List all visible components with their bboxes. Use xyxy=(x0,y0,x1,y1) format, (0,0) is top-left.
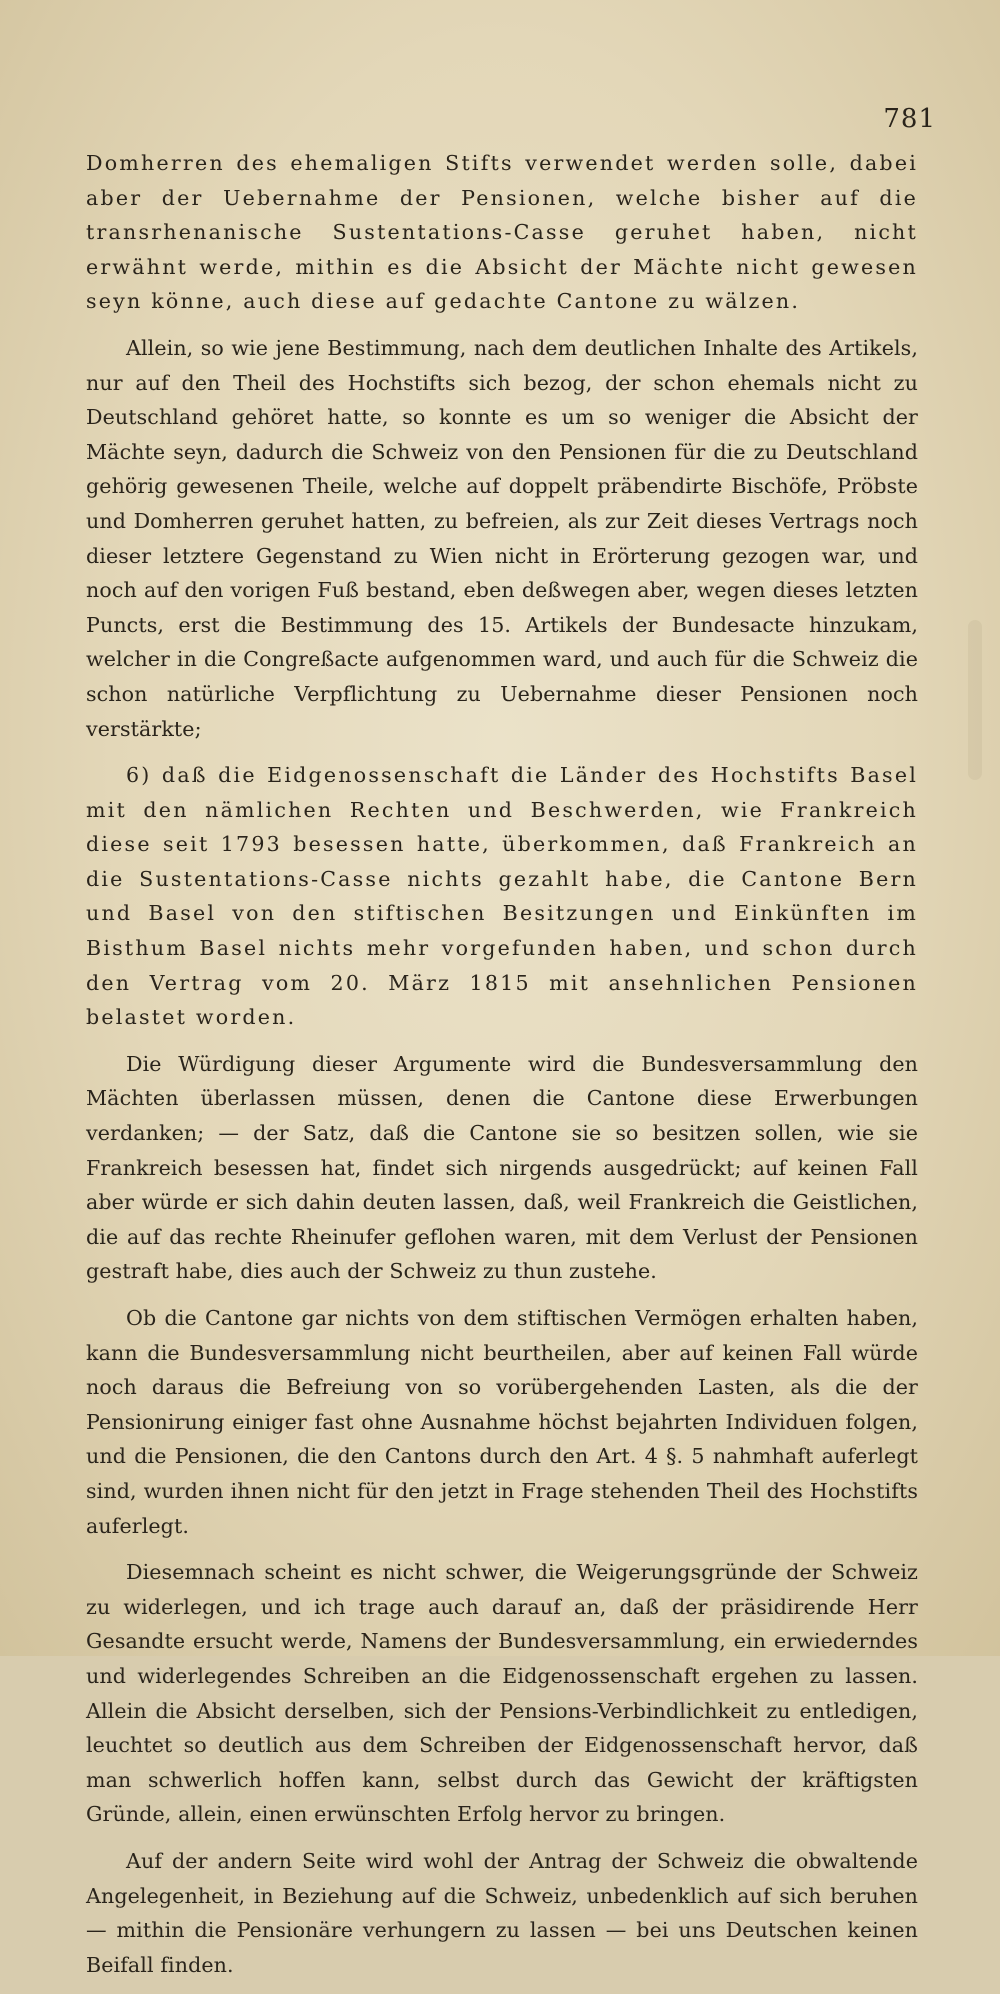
paragraph-numbered-item: 6) daß die Eidgenossenschaft die Länder des Hochstifts Basel mit den nämlichen Rechten und Beschwerden, wie Frankreich diese seit 1793 besessen hatte, überkommen, daß Frankreich an die Sustentations-Casse nichts gezahlt habe, die Cantone Bern und Basel von den stiftischen Besitzungen und Einkünften im Bisthum Basel nichts mehr vorgefunden haben, und schon durch den Vertrag vom 20. März 1815 mit ansehnlichen Pensionen belastet worden. xyxy=(86,763,918,1030)
paragraph: Diesemnach scheint es nicht schwer, die Weigerungsgründe der Schweiz zu widerlegen, und ich trage auch darauf an, daß der präsidirende Herr Gesandte ersucht werde, Namens der Bundesversammlung, ein erwiederndes und widerlegendes Schreiben an die Eidgenossenschaft ergehen zu lassen. Allein die Absicht derselben, sich der Pensions-Verbindlichkeit zu entledigen, leuchtet so deutlich aus dem Schreiben der Eidgenossenschaft hervor, daß man schwerlich hoffen kann, selbst durch das Gewicht der kräftigsten Gründe, allein, einen erwünschten Erfolg hervor zu bringen. xyxy=(86,1560,918,1827)
page-number: 781 xyxy=(883,104,936,134)
paragraph: Allein, so wie jene Bestimmung, nach dem deutlichen Inhalte des Artikels, nur auf den Theil des Hochstifts sich bezog, der schon ehemals nicht zu Deutschland gehöret hatte, so konnte es um so weniger die Absicht der Mächte seyn, dadurch die Schweiz von den Pensionen für die zu Deutschland gehörig gewesenen Theile, welche auf doppelt präbendirte Bischöfe, Pröbste und Domherren geruhet hatten, zu befreien, als zur Zeit dieses Vertrags noch dieser letztere Gegenstand zu Wien nicht in Erörterung gezogen war, und noch auf den vorigen Fuß bestand, eben deßwegen aber, wegen dieses letzten Puncts, erst die Bestimmung des 15. Artikels der Bundesacte hinzukam, welcher in die Congreßacte aufgenommen ward, und auch für die Schweiz die schon natürliche Verpflichtung zu Uebernahme dieser Pensionen noch verstärkte; xyxy=(86,335,918,741)
paragraph: Die Würdigung dieser Argumente wird die Bundesversammlung den Mächten überlassen müssen, denen die Cantone diese Erwerbungen verdanken; — der Satz, daß die Cantone sie so besitzen sollen, wie sie Frankreich besessen hat, findet sich nirgends ausgedrückt; auf keinen Fall aber würde er sich dahin deuten lassen, daß, weil Frankreich die Geistlichen, die auf das rechte Rheinufer geflohen waren, mit dem Verlust der Pensionen gestraft habe, dies auch der Schweiz zu thun zustehe. xyxy=(86,1051,918,1284)
paragraph: Ob die Cantone gar nichts von dem stiftischen Vermögen erhalten haben, kann die Bundesversammlung nicht beurtheilen, aber auf keinen Fall würde noch daraus die Befreiung von so vorübergehenden Lasten, als die der Pensionirung einiger fast ohne Ausnahme höchst bejahrten Individuen folgen, und die Pensionen, die den Cantons durch den Art. 4 §. 5 nahmhaft auferlegt sind, wurden ihnen nicht für den jetzt in Frage stehenden Theil des Hochstifts auferlegt. xyxy=(86,1306,918,1538)
paragraph-continuation: Domherren des ehemaligen Stifts verwendet werden solle, dabei aber der Uebernahme der Pensionen, welche bisher auf die transrhenanische Sustentations-Casse geruhet haben, nicht erwähnt werde, mithin es die Absicht der Mächte nicht gewesen seyn könne, auch diese auf gedachte Cantone zu wälzen. xyxy=(86,151,918,314)
body-text xyxy=(86,146,918,1994)
paper-stain xyxy=(968,620,982,780)
paragraph: Auf der andern Seite wird wohl der Antrag der Schweiz die obwaltende Angelegenheit, in Beziehung auf die Schweiz, unbedenklich auf sich beruhen — mithin die Pensionäre verhungern zu lassen — bei uns Deutschen keinen Beifall finden. xyxy=(86,1848,918,1977)
